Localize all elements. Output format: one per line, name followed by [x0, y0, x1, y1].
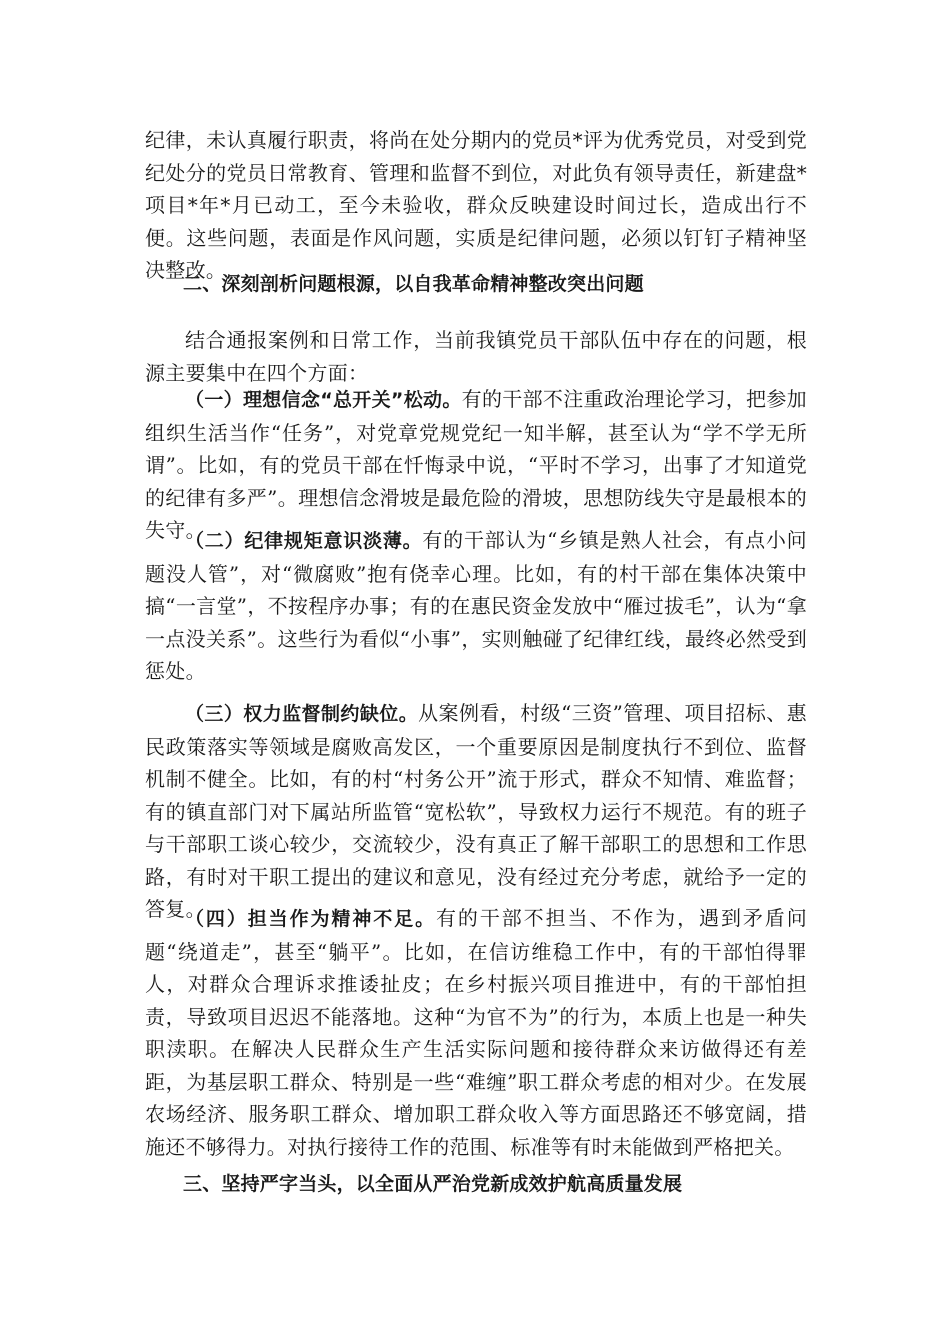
item-1-lead: （一）理想信念“总开关”松动。 — [185, 389, 462, 411]
item-paragraph-1 — [145, 383, 807, 547]
item-paragraph-3 — [145, 697, 807, 926]
item-2-body: 有的干部认为“乡镇是熟人社会，有点小问题没人管”，对“微腐败”抱有侥幸心理。比如，有的村干部在集体决策中搞“一言堂”，不按程序办事；有的在惠民资金发放中“雁过拔毛”，认为“拿一点没关系”。这些行为看似“小事”，实则触碰了纪律红线，最终必然受到惩处。 — [145, 528, 807, 683]
item-paragraph-4 — [145, 902, 807, 1163]
continuation-paragraph: 纪律，未认真履行职责，将尚在处分期内的党员*评为优秀党员，对受到党纪处分的党员日常教育、管理和监督不到位，对此负有领导责任，新建盘*项目*年*月已动工，至今未验收，群众反映建设时间过长，造成出行不便。这些问题，表面是作风问题，实质是纪律问题，必须以钉钉子精神坚决整改。 — [145, 128, 807, 282]
item-4-body: 有的干部不担当、不作为，遇到矛盾问题“绕道走”，甚至“躺平”。比如，在信访维稳工作中，有的干部怕得罪人，对群众合理诉求推诿扯皮；在乡村振兴项目推进中，有的干部怕担责，导致项目迟迟不能落地。这种“为官不为”的行为，本质上也是一种失职渎职。在解决人民群众生产生活实际问题和接待群众来访做得还有差距，为基层职工群众、特别是一些“难缠”职工群众考虑的相对少。在发展农场经济、服务职工群众、增加职工群众收入等方面思路还不够宽阔，措施还不够得力。对执行接待工作的范围、标准等有时未能做到严格把关。 — [145, 906, 807, 1159]
item-3-body: 从案例看，村级“三资”管理、项目招标、惠民政策落实等领域是腐败高发区，一个重要原因是制度执行不到位、监督机制不健全。比如，有的村“村务公开”流于形式，群众不知情、难监督；有的镇直部门对下属站所监管“宽松软”，导致权力运行不规范。有的班子与干部职工谈心较少，交流较少，没有真正了解干部职工的思想和工作思路，有时对干职工提出的建议和意见，没有经过充分考虑，就给予一定的答复。 — [145, 701, 807, 921]
item-4-lead: （四）担当作为精神不足。 — [185, 908, 437, 930]
section-intro-paragraph: 结合通报案例和日常工作，当前我镇党员干部队伍中存在的问题，根源主要集中在四个方面： — [145, 328, 807, 385]
item-3-lead: （三）权力监督制约缺位。 — [185, 703, 419, 725]
section-heading-2: 二、深刻剖析问题根源，以自我革命精神整改突出问题 — [183, 273, 644, 295]
item-paragraph-2 — [145, 524, 807, 688]
item-1-body: 有的干部不注重政治理论学习，把参加组织生活当作“任务”，对党章党规党纪一知半解，甚至认为“学不学无所谓”。比如，有的党员干部在忏悔录中说，“平时不学习，出事了才知道党的纪律有多严”。理想信念滑坡是最危险的滑坡，思想防线失守是最根本的失守。 — [145, 387, 807, 542]
section-heading-3: 三、坚持严字当头，以全面从严治党新成效护航高质量发展 — [183, 1173, 683, 1195]
item-2-lead: （二）纪律规矩意识淡薄。 — [185, 530, 423, 552]
